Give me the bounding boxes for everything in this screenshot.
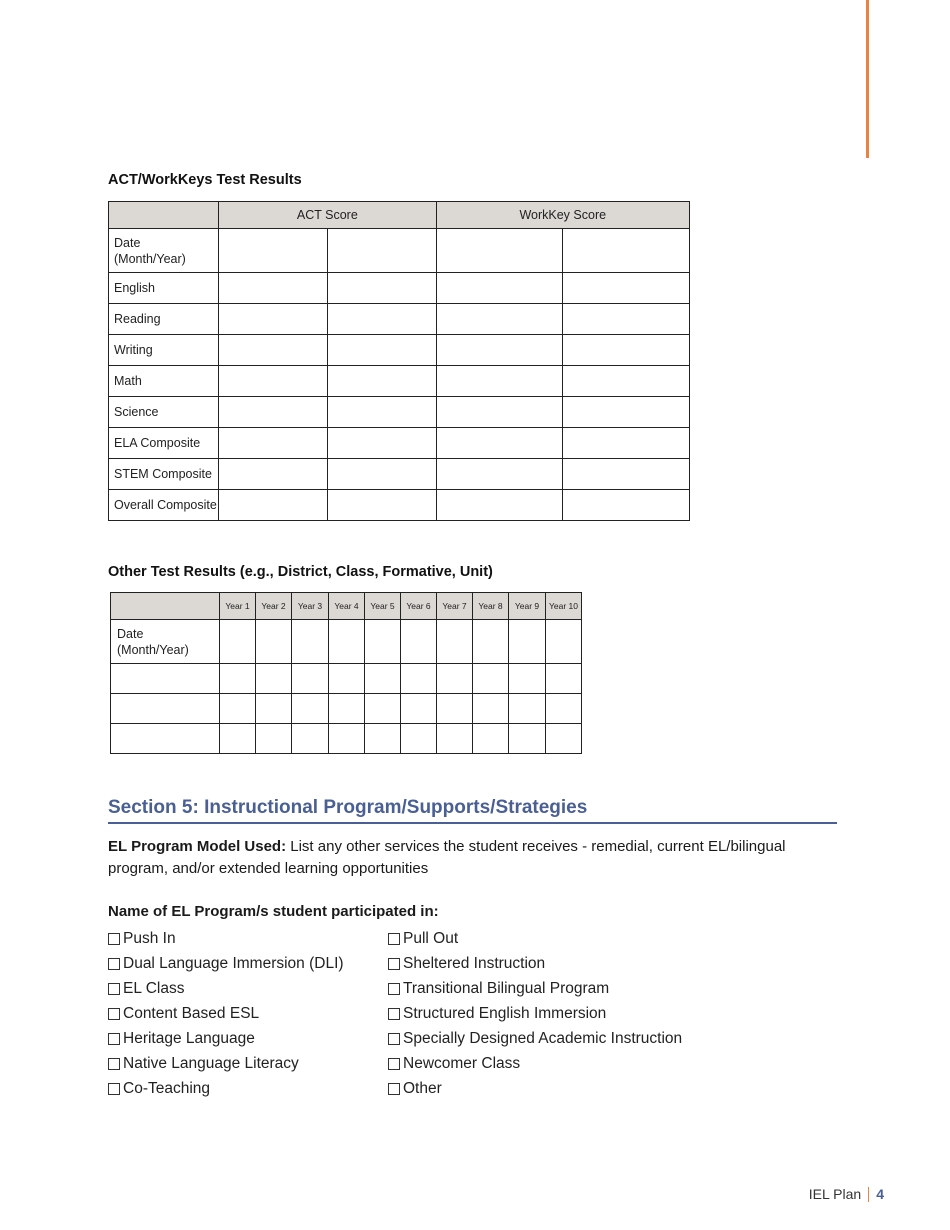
- program-option[interactable]: [108, 1076, 344, 1101]
- checkbox[interactable]: [108, 1083, 120, 1095]
- table-row: [109, 273, 690, 304]
- score-entry-cell[interactable]: [436, 459, 562, 490]
- section-5-title: Section 5: Instructional Program/Supports/Strategies: [108, 797, 837, 824]
- score-entry-cell[interactable]: [292, 664, 329, 694]
- score-entry-cell[interactable]: [562, 304, 689, 335]
- program-option-label: Native Language Literacy: [123, 1055, 299, 1072]
- score-entry-cell[interactable]: [256, 620, 292, 664]
- score-entry-cell[interactable]: [220, 724, 256, 754]
- program-option-label: Pull Out: [403, 930, 459, 947]
- program-option[interactable]: [388, 926, 682, 951]
- score-entry-cell[interactable]: [219, 397, 328, 428]
- year-header: Year 10: [546, 593, 582, 620]
- row-label: Writing: [109, 335, 219, 366]
- program-option[interactable]: [388, 951, 682, 976]
- program-option-label: Content Based ESL: [123, 1005, 260, 1022]
- score-entry-cell[interactable]: [437, 694, 473, 724]
- workkey-score-header: WorkKey Score: [436, 202, 689, 229]
- program-option[interactable]: [388, 976, 682, 1001]
- table-row: [109, 335, 690, 366]
- year-header: Year 1: [220, 593, 256, 620]
- row-label: Date (Month/Year): [109, 229, 219, 273]
- table-row: [111, 694, 582, 724]
- page-number: 4: [876, 1186, 884, 1202]
- score-entry-cell[interactable]: [329, 724, 365, 754]
- score-entry-cell[interactable]: [256, 724, 292, 754]
- score-entry-cell[interactable]: [365, 664, 401, 694]
- table-row: [111, 620, 582, 664]
- score-entry-cell[interactable]: [220, 694, 256, 724]
- table-row: [109, 229, 690, 273]
- score-entry-cell[interactable]: [562, 459, 689, 490]
- checkbox[interactable]: [388, 983, 400, 995]
- program-option[interactable]: [108, 926, 344, 951]
- row-label-entry-cell[interactable]: [111, 694, 220, 724]
- score-entry-cell[interactable]: [328, 428, 436, 459]
- program-option[interactable]: [388, 1026, 682, 1051]
- score-entry-cell[interactable]: [401, 724, 437, 754]
- program-options-right: [388, 926, 682, 1101]
- row-label: Date (Month/Year): [111, 620, 220, 664]
- program-option-label: Specially Designed Academic Instruction: [403, 1030, 683, 1047]
- checkbox[interactable]: [388, 933, 400, 945]
- score-entry-cell[interactable]: [219, 273, 328, 304]
- act-heading: ACT/WorkKeys Test Results: [108, 172, 302, 188]
- program-option-label: Push In: [123, 930, 176, 947]
- program-option-label: Structured English Immersion: [403, 1005, 607, 1022]
- score-entry-cell[interactable]: [365, 724, 401, 754]
- score-entry-cell[interactable]: [562, 397, 689, 428]
- score-entry-cell[interactable]: [509, 724, 546, 754]
- score-entry-cell[interactable]: [328, 459, 436, 490]
- act-workkeys-table: [108, 201, 690, 521]
- score-entry-cell[interactable]: [292, 620, 329, 664]
- score-entry-cell[interactable]: [219, 366, 328, 397]
- program-option-label: Transitional Bilingual Program: [403, 980, 610, 997]
- checkbox[interactable]: [108, 983, 120, 995]
- year-header: Year 8: [473, 593, 509, 620]
- checkbox[interactable]: [388, 958, 400, 970]
- score-entry-cell[interactable]: [436, 397, 562, 428]
- score-entry-cell[interactable]: [219, 335, 328, 366]
- table-row: [109, 459, 690, 490]
- row-label: English: [109, 273, 219, 304]
- el-program-model-paragraph: [108, 836, 808, 880]
- score-entry-cell[interactable]: [562, 428, 689, 459]
- footer-divider: [868, 1187, 869, 1202]
- year-header: Year 7: [437, 593, 473, 620]
- score-entry-cell[interactable]: [219, 459, 328, 490]
- score-entry-cell[interactable]: [546, 664, 582, 694]
- row-label: STEM Composite: [109, 459, 219, 490]
- score-entry-cell[interactable]: [437, 664, 473, 694]
- table-row: [111, 664, 582, 694]
- score-entry-cell[interactable]: [562, 366, 689, 397]
- program-option-label: Co-Teaching: [123, 1080, 211, 1097]
- score-entry-cell[interactable]: [292, 694, 329, 724]
- checkbox[interactable]: [388, 1058, 400, 1070]
- score-entry-cell[interactable]: [473, 724, 509, 754]
- table-row: [109, 397, 690, 428]
- score-entry-cell[interactable]: [436, 229, 562, 273]
- program-option[interactable]: [388, 1076, 682, 1101]
- score-entry-cell[interactable]: [509, 664, 546, 694]
- checkbox[interactable]: [108, 933, 120, 945]
- score-entry-cell[interactable]: [436, 304, 562, 335]
- year-header: Year 4: [329, 593, 365, 620]
- score-entry-cell[interactable]: [219, 229, 328, 273]
- score-entry-cell[interactable]: [365, 620, 401, 664]
- act-score-header: ACT Score: [219, 202, 436, 229]
- score-entry-cell[interactable]: [328, 335, 436, 366]
- checkbox[interactable]: [388, 1033, 400, 1045]
- year-header: Year 6: [401, 593, 437, 620]
- score-entry-cell[interactable]: [219, 490, 328, 521]
- table-row: [109, 304, 690, 335]
- score-entry-cell[interactable]: [328, 397, 436, 428]
- score-entry-cell[interactable]: [437, 620, 473, 664]
- score-entry-cell[interactable]: [328, 490, 436, 521]
- score-entry-cell[interactable]: [328, 229, 436, 273]
- score-entry-cell[interactable]: [509, 620, 546, 664]
- row-label: ELA Composite: [109, 428, 219, 459]
- row-label: Overall Composite: [109, 490, 219, 521]
- score-entry-cell[interactable]: [562, 229, 689, 273]
- program-option-label: Newcomer Class: [403, 1055, 521, 1072]
- program-option[interactable]: [388, 1001, 682, 1026]
- score-entry-cell[interactable]: [546, 620, 582, 664]
- row-label: Science: [109, 397, 219, 428]
- score-entry-cell[interactable]: [546, 724, 582, 754]
- score-entry-cell[interactable]: [562, 335, 689, 366]
- program-option[interactable]: [108, 1026, 344, 1051]
- program-option[interactable]: [388, 1051, 682, 1076]
- score-entry-cell[interactable]: [562, 490, 689, 521]
- score-entry-cell[interactable]: [328, 304, 436, 335]
- score-entry-cell[interactable]: [328, 366, 436, 397]
- score-entry-cell[interactable]: [436, 335, 562, 366]
- table-row: [109, 490, 690, 521]
- program-option-label: Dual Language Immersion (DLI): [123, 955, 344, 972]
- score-entry-cell[interactable]: [546, 694, 582, 724]
- score-entry-cell[interactable]: [436, 428, 562, 459]
- score-entry-cell[interactable]: [473, 620, 509, 664]
- program-option-label: EL Class: [123, 980, 185, 997]
- checkbox[interactable]: [108, 1058, 120, 1070]
- score-entry-cell[interactable]: [220, 620, 256, 664]
- checkbox[interactable]: [108, 1008, 120, 1020]
- checkbox[interactable]: [388, 1083, 400, 1095]
- table-corner-cell: [109, 202, 219, 229]
- page-accent-bar: [866, 0, 869, 158]
- year-header: Year 3: [292, 593, 329, 620]
- el-program-model-label: EL Program Model Used:: [108, 838, 287, 855]
- table-row: [109, 428, 690, 459]
- score-entry-cell[interactable]: [219, 304, 328, 335]
- table-row: [109, 366, 690, 397]
- checkbox[interactable]: [108, 958, 120, 970]
- score-entry-cell[interactable]: [401, 620, 437, 664]
- footer-label: IEL Plan: [808, 1186, 862, 1202]
- score-entry-cell[interactable]: [436, 273, 562, 304]
- program-options-left: [108, 926, 344, 1101]
- year-header: Year 5: [365, 593, 401, 620]
- checkbox[interactable]: [108, 1033, 120, 1045]
- score-entry-cell[interactable]: [509, 694, 546, 724]
- score-entry-cell[interactable]: [329, 620, 365, 664]
- row-label-entry-cell[interactable]: [111, 664, 220, 694]
- score-entry-cell[interactable]: [473, 664, 509, 694]
- score-entry-cell[interactable]: [401, 694, 437, 724]
- score-entry-cell[interactable]: [436, 490, 562, 521]
- year-header: Year 9: [509, 593, 546, 620]
- score-entry-cell[interactable]: [436, 366, 562, 397]
- program-option-label: Other: [403, 1080, 442, 1097]
- score-entry-cell[interactable]: [562, 273, 689, 304]
- score-entry-cell[interactable]: [437, 724, 473, 754]
- program-option[interactable]: [108, 1051, 344, 1076]
- row-label: Math: [109, 366, 219, 397]
- table-row: [111, 724, 582, 754]
- el-program-model-text: List any other services the student receives - remedial, current EL/bilingual program, and/or extended learning opportunities: [108, 838, 786, 877]
- program-option[interactable]: [108, 976, 344, 1001]
- score-entry-cell[interactable]: [256, 694, 292, 724]
- program-option[interactable]: [108, 1001, 344, 1026]
- score-entry-cell[interactable]: [219, 428, 328, 459]
- score-entry-cell[interactable]: [220, 664, 256, 694]
- score-entry-cell[interactable]: [401, 664, 437, 694]
- program-option[interactable]: [108, 951, 344, 976]
- other-tests-heading: Other Test Results (e.g., District, Class, Formative, Unit): [108, 564, 493, 580]
- score-entry-cell[interactable]: [365, 694, 401, 724]
- score-entry-cell[interactable]: [329, 694, 365, 724]
- programs-heading: Name of EL Program/s student participated in:: [108, 903, 439, 920]
- program-option-label: Heritage Language: [123, 1030, 255, 1047]
- page-footer: [809, 1186, 884, 1202]
- score-entry-cell[interactable]: [329, 664, 365, 694]
- row-label: Reading: [109, 304, 219, 335]
- score-entry-cell[interactable]: [328, 273, 436, 304]
- year-header: Year 2: [256, 593, 292, 620]
- score-entry-cell[interactable]: [292, 724, 329, 754]
- other-tests-table: [110, 592, 582, 754]
- score-entry-cell[interactable]: [473, 694, 509, 724]
- program-option-label: Sheltered Instruction: [403, 955, 546, 972]
- table-corner-cell: [111, 593, 220, 620]
- score-entry-cell[interactable]: [256, 664, 292, 694]
- checkbox[interactable]: [388, 1008, 400, 1020]
- row-label-entry-cell[interactable]: [111, 724, 220, 754]
